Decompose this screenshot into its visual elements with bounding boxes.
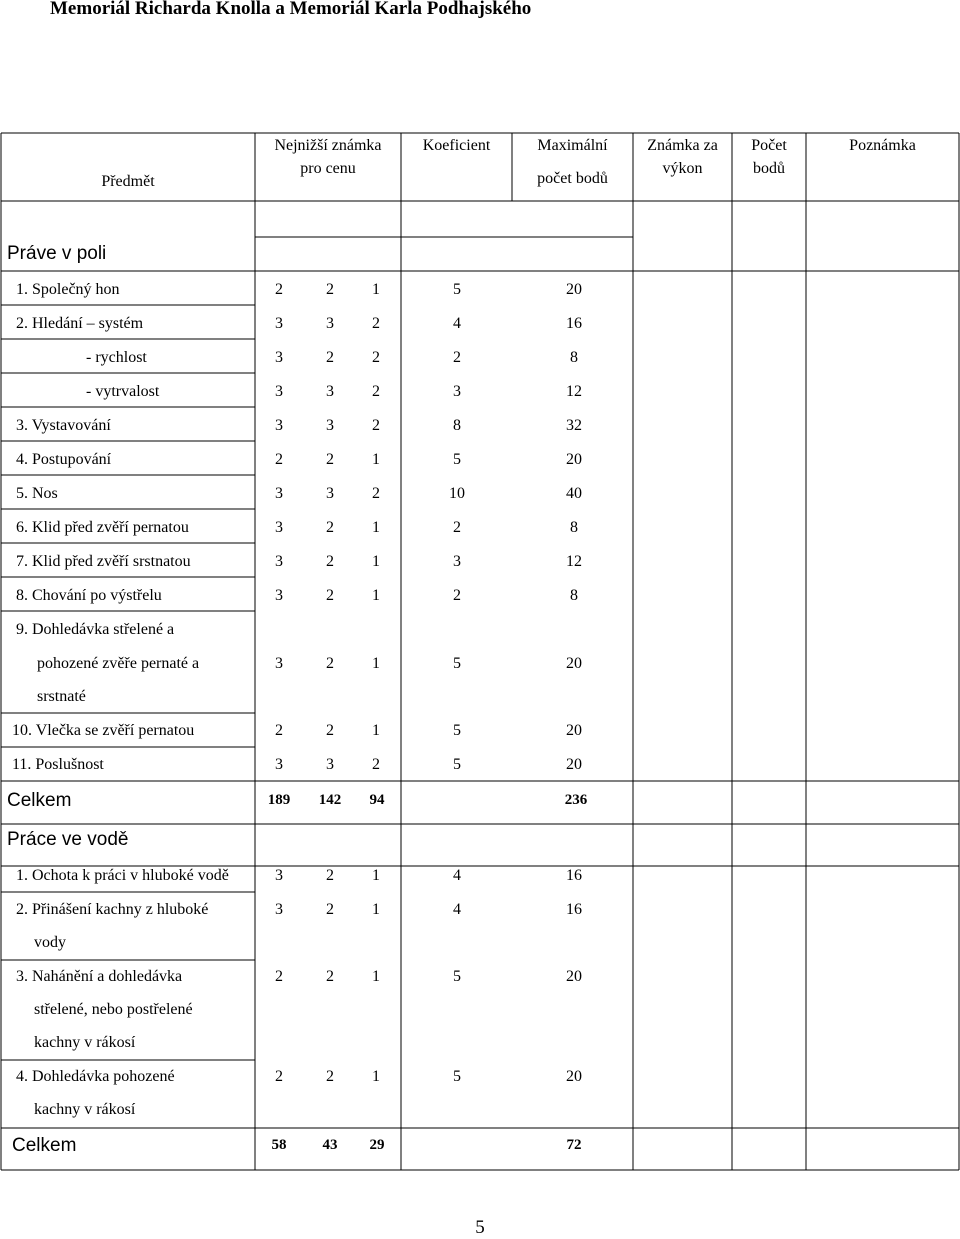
section2-total-c: 29 xyxy=(369,1137,385,1153)
section2-row-max: 20 xyxy=(566,968,582,985)
section2-row-max-grade: 5 xyxy=(453,1068,461,1085)
section1-row-max-grade: 10 xyxy=(449,485,465,502)
section1-row-max-grade: 5 xyxy=(453,451,461,468)
section1-total-label: Celkem xyxy=(7,790,72,811)
section1-row-min: 2 xyxy=(275,451,283,468)
section1-row-label: 11. Poslušnost xyxy=(12,756,104,773)
section1-row-grade: 2 xyxy=(326,451,334,468)
section1-row-grade: 2 xyxy=(326,587,334,604)
section1-row-max-grade: 3 xyxy=(453,383,461,400)
section1-row-max: 20 xyxy=(566,451,582,468)
section1-row-max: 20 xyxy=(566,756,582,773)
section1-row-min: 3 xyxy=(275,756,283,773)
section1-row-max: 12 xyxy=(566,383,582,400)
section1-row-max: 8 xyxy=(570,587,578,604)
header-max-points-line1: Maximální xyxy=(537,137,608,154)
section2-row-grade: 2 xyxy=(326,968,334,985)
header-coefficient: Koeficient xyxy=(422,137,491,154)
section1-row-coef: 1 xyxy=(372,587,380,604)
header-max-points-line2: počet bodů xyxy=(537,170,608,187)
section1-row-max: 20 xyxy=(566,722,582,739)
section1-row-max-grade: 3 xyxy=(453,553,461,570)
section1-row-grade: 3 xyxy=(326,756,334,773)
header-grade-performance xyxy=(633,134,732,180)
section1-row-coef: 1 xyxy=(372,519,380,536)
section2-row-label-line3: kachny v rákosí xyxy=(34,1034,136,1051)
section1-row-coef: 1 xyxy=(372,722,380,739)
section1-row-min: 3 xyxy=(275,587,283,604)
section1-row-grade: 3 xyxy=(326,417,334,434)
section2-row-max-grade: 5 xyxy=(453,968,461,985)
section1-row-grade: 3 xyxy=(326,315,334,332)
section1-row-min: 2 xyxy=(275,722,283,739)
section2-total-b: 43 xyxy=(322,1137,338,1153)
header-max-points xyxy=(512,134,633,190)
section2-row-coef: 1 xyxy=(372,968,380,985)
section1-row-grade: 2 xyxy=(326,722,334,739)
section1-total-a: 189 xyxy=(267,792,291,808)
section1-row-label: 1. Společný hon xyxy=(16,281,120,298)
section2-row-max-grade: 4 xyxy=(453,901,461,918)
section1-row-coef: 1 xyxy=(372,553,380,570)
section2-total-a: 58 xyxy=(271,1137,287,1153)
section1-row-max: 8 xyxy=(570,349,578,366)
header-grade-performance-line1: Známka za xyxy=(647,137,718,154)
section1-row-max: 16 xyxy=(566,315,582,332)
section1-row-grade: 3 xyxy=(326,383,334,400)
section1-row-grade: 2 xyxy=(326,281,334,298)
section2-row-max: 16 xyxy=(566,901,582,918)
section2-row-min: 3 xyxy=(275,867,283,884)
section1-row-label-line2: pohozené zvěře pernaté a xyxy=(37,655,200,672)
section1-row-coef: 2 xyxy=(372,349,380,366)
section2-title: Práce ve vodě xyxy=(7,829,129,850)
section1-row-coef: 1 xyxy=(372,281,380,298)
section1-row-min: 3 xyxy=(275,519,283,536)
section1-row-max-grade: 8 xyxy=(453,417,461,434)
section2-row-grade: 2 xyxy=(326,901,334,918)
section1-row-min: 3 xyxy=(275,417,283,434)
section1-row-grade: 2 xyxy=(326,519,334,536)
section2-row-min: 2 xyxy=(275,1068,283,1085)
section1-total-d: 236 xyxy=(564,792,588,808)
section1-row-coef: 2 xyxy=(372,315,380,332)
header-note: Poznámka xyxy=(849,137,916,154)
section1-row-max: 40 xyxy=(566,485,582,502)
section1-row-coef: 1 xyxy=(372,655,380,672)
section1-row-min: 3 xyxy=(275,315,283,332)
section2-row-coef: 1 xyxy=(372,901,380,918)
section2-row-label-line1: 3. Nahánění a dohledávka xyxy=(16,968,183,985)
section1-row-label: - vytrvalost xyxy=(86,383,160,400)
header-min-grade-line2: pro cenu xyxy=(300,160,356,177)
section1-row-max-grade: 2 xyxy=(453,519,461,536)
section1-row-label: 6. Klid před zvěří pernatou xyxy=(16,519,189,536)
section2-row-label: 1. Ochota k práci v hluboké vodě xyxy=(16,867,229,884)
section1-row-min: 2 xyxy=(275,281,283,298)
section1-row-min: 3 xyxy=(275,349,283,366)
section1-title: Práve v poli xyxy=(7,243,107,264)
header-points xyxy=(732,134,806,180)
section2-row-max-grade: 4 xyxy=(453,867,461,884)
header-grade-performance-line2: výkon xyxy=(662,160,703,177)
page-number: 5 xyxy=(475,1217,485,1238)
section1-row-min: 3 xyxy=(275,485,283,502)
section2-row-min: 3 xyxy=(275,901,283,918)
section2-row-coef: 1 xyxy=(372,1068,380,1085)
header-points-line2: bodů xyxy=(753,160,785,177)
section2-row-label-line2: vody xyxy=(34,934,66,951)
section1-row-max: 32 xyxy=(566,417,582,434)
section1-row-label: 2. Hledání – systém xyxy=(16,315,144,332)
section1-row-label: 3. Vystavování xyxy=(16,417,111,434)
section2-row-grade: 2 xyxy=(326,1068,334,1085)
section2-row-coef: 1 xyxy=(372,867,380,884)
section1-row-grade: 3 xyxy=(326,485,334,502)
section1-row-max: 8 xyxy=(570,519,578,536)
section2-row-label-line2: kachny v rákosí xyxy=(34,1101,136,1118)
section1-row-max-grade: 4 xyxy=(453,315,461,332)
section1-row-grade: 2 xyxy=(326,655,334,672)
section1-row-label: - rychlost xyxy=(86,349,147,366)
section2-total-label: Celkem xyxy=(12,1135,77,1156)
header-subject: Předmět xyxy=(101,173,155,190)
section1-row-min: 3 xyxy=(275,553,283,570)
section1-row-max-grade: 2 xyxy=(453,349,461,366)
section1-row-max-grade: 5 xyxy=(453,655,461,672)
section1-row-coef: 2 xyxy=(372,756,380,773)
header-min-grade-line1: Nejnižší známka xyxy=(274,137,382,154)
section1-total-b: 142 xyxy=(318,792,342,808)
section1-row-max-grade: 5 xyxy=(453,756,461,773)
section1-row-max-grade: 5 xyxy=(453,722,461,739)
section1-row-max-grade: 2 xyxy=(453,587,461,604)
section1-row-coef: 1 xyxy=(372,451,380,468)
section2-row-max: 16 xyxy=(566,867,582,884)
section1-row-min: 3 xyxy=(275,383,283,400)
section1-row-max: 12 xyxy=(566,553,582,570)
section1-total-c: 94 xyxy=(369,792,385,808)
section2-row-label-line1: 2. Přinášení kachny z hluboké xyxy=(16,901,209,918)
section1-row-label-line3: srstnaté xyxy=(37,688,86,705)
section1-row-label: 5. Nos xyxy=(16,485,58,502)
section2-row-label-line2: střelené, nebo postřelené xyxy=(34,1001,193,1018)
section1-row-max-grade: 5 xyxy=(453,281,461,298)
section1-row-label-line1: 9. Dohledávka střelené a xyxy=(16,621,175,638)
section1-row-grade: 2 xyxy=(326,553,334,570)
section2-row-grade: 2 xyxy=(326,867,334,884)
section2-row-label-line1: 4. Dohledávka pohozené xyxy=(16,1068,175,1085)
section1-row-max: 20 xyxy=(566,655,582,672)
page-title: Memoriál Richarda Knolla a Memoriál Karla Podhajského xyxy=(50,0,532,19)
section1-row-label: 7. Klid před zvěří srstnatou xyxy=(16,553,191,570)
section1-row-grade: 2 xyxy=(326,349,334,366)
header-min-grade xyxy=(255,134,401,180)
section1-row-max: 20 xyxy=(566,281,582,298)
section1-row-label: 4. Postupování xyxy=(16,451,112,468)
section1-row-min: 3 xyxy=(275,655,283,672)
section1-row-coef: 2 xyxy=(372,417,380,434)
section2-row-max: 20 xyxy=(566,1068,582,1085)
section1-row-label: 8. Chování po výstřelu xyxy=(16,587,162,604)
section1-row-coef: 2 xyxy=(372,485,380,502)
section2-total-d: 72 xyxy=(566,1137,582,1153)
section1-row-label: 10. Vlečka se zvěří pernatou xyxy=(12,722,195,739)
header-points-line1: Počet xyxy=(751,137,787,154)
section2-row-min: 2 xyxy=(275,968,283,985)
section1-row-coef: 2 xyxy=(372,383,380,400)
